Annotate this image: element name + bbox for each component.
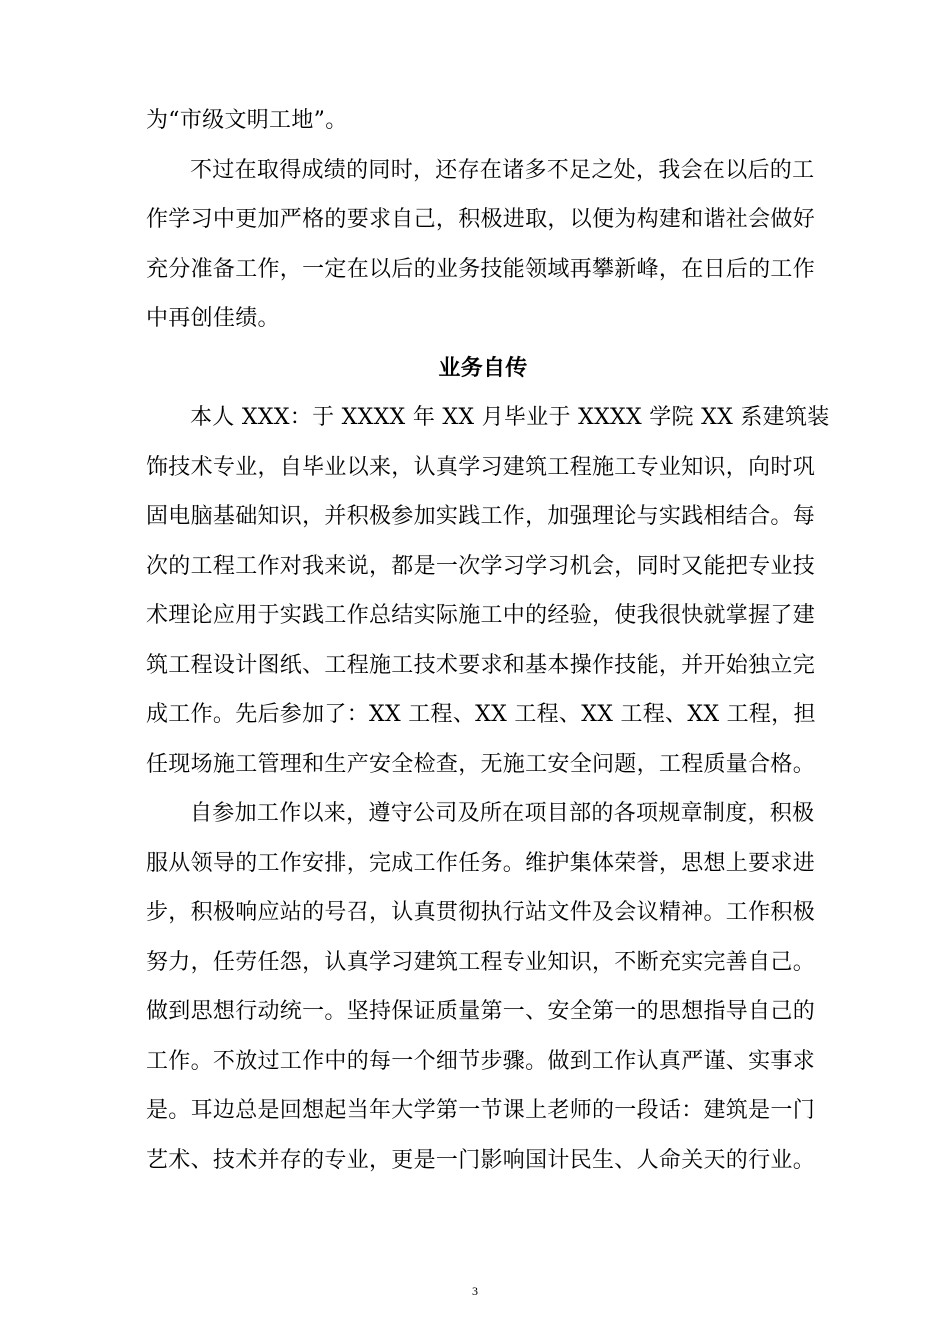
text-line: 筑工程设计图纸、工程施工技术要求和基本操作技能，并开始独立完 xyxy=(146,652,816,678)
section-title: 业务自传 xyxy=(438,355,528,381)
page-number: 3 xyxy=(472,1284,478,1298)
document-body xyxy=(146,96,830,1185)
text-line: 术理论应用于实践工作总结实际施工中的经验，使我很快就掌握了建 xyxy=(146,603,816,628)
text-line: 本人 XXX：于 XXXX 年 XX 月毕业于 XXXX 学院 XX 系建筑装 xyxy=(190,405,830,430)
text-line: 固电脑基础知识，并积极参加实践工作，加强理论与实践相结合。每 xyxy=(146,504,816,529)
text-line: 成工作。先后参加了：XX 工程、XX 工程、XX 工程、XX 工程，担 xyxy=(146,702,816,727)
text-line: 充分准备工作，一定在以后的业务技能领域再攀新峰，在日后的工作 xyxy=(146,256,816,282)
text-line: 次的工程工作对我来说，都是一次学习学习机会，同时又能把专业技 xyxy=(146,553,816,579)
text-line: 努力，任劳任怨，认真学习建筑工程专业知识，不断充实完善自己。 xyxy=(146,949,816,975)
text-line: 做到思想行动统一。坚持保证质量第一、安全第一的思想指导自己的 xyxy=(146,999,816,1024)
text-line: 任现场施工管理和生产安全检查，无施工安全问题，工程质量合格。 xyxy=(146,751,816,777)
text-line: 步，积极响应站的号召，认真贯彻执行站文件及会议精神。工作积极 xyxy=(146,900,816,925)
text-line: 为“市级文明工地”。 xyxy=(146,108,348,133)
text-line: 作学习中更加严格的要求自己，积极进取，以便为构建和谐社会做好 xyxy=(146,207,816,232)
text-line: 饰技术专业，自毕业以来，认真学习建筑工程施工专业知识，向时巩 xyxy=(146,454,816,480)
text-line: 服从领导的工作安排，完成工作任务。维护集体荣誉，思想上要求进 xyxy=(146,850,816,876)
text-line: 自参加工作以来，遵守公司及所在项目部的各项规章制度，积极 xyxy=(190,801,815,826)
text-line: 工作。不放过工作中的每一个细节步骤。做到工作认真严谨、实事求 xyxy=(146,1048,816,1074)
text-line: 不过在取得成绩的同时，还存在诸多不足之处，我会在以后的工 xyxy=(190,157,815,183)
text-line: 中再创佳绩。 xyxy=(146,306,280,331)
text-line: 艺术、技术并存的专业，更是一门影响国计民生、人命关天的行业。 xyxy=(146,1147,816,1173)
text-line: 是。耳边总是回想起当年大学第一节课上老师的一段话：建筑是一门 xyxy=(146,1098,816,1123)
